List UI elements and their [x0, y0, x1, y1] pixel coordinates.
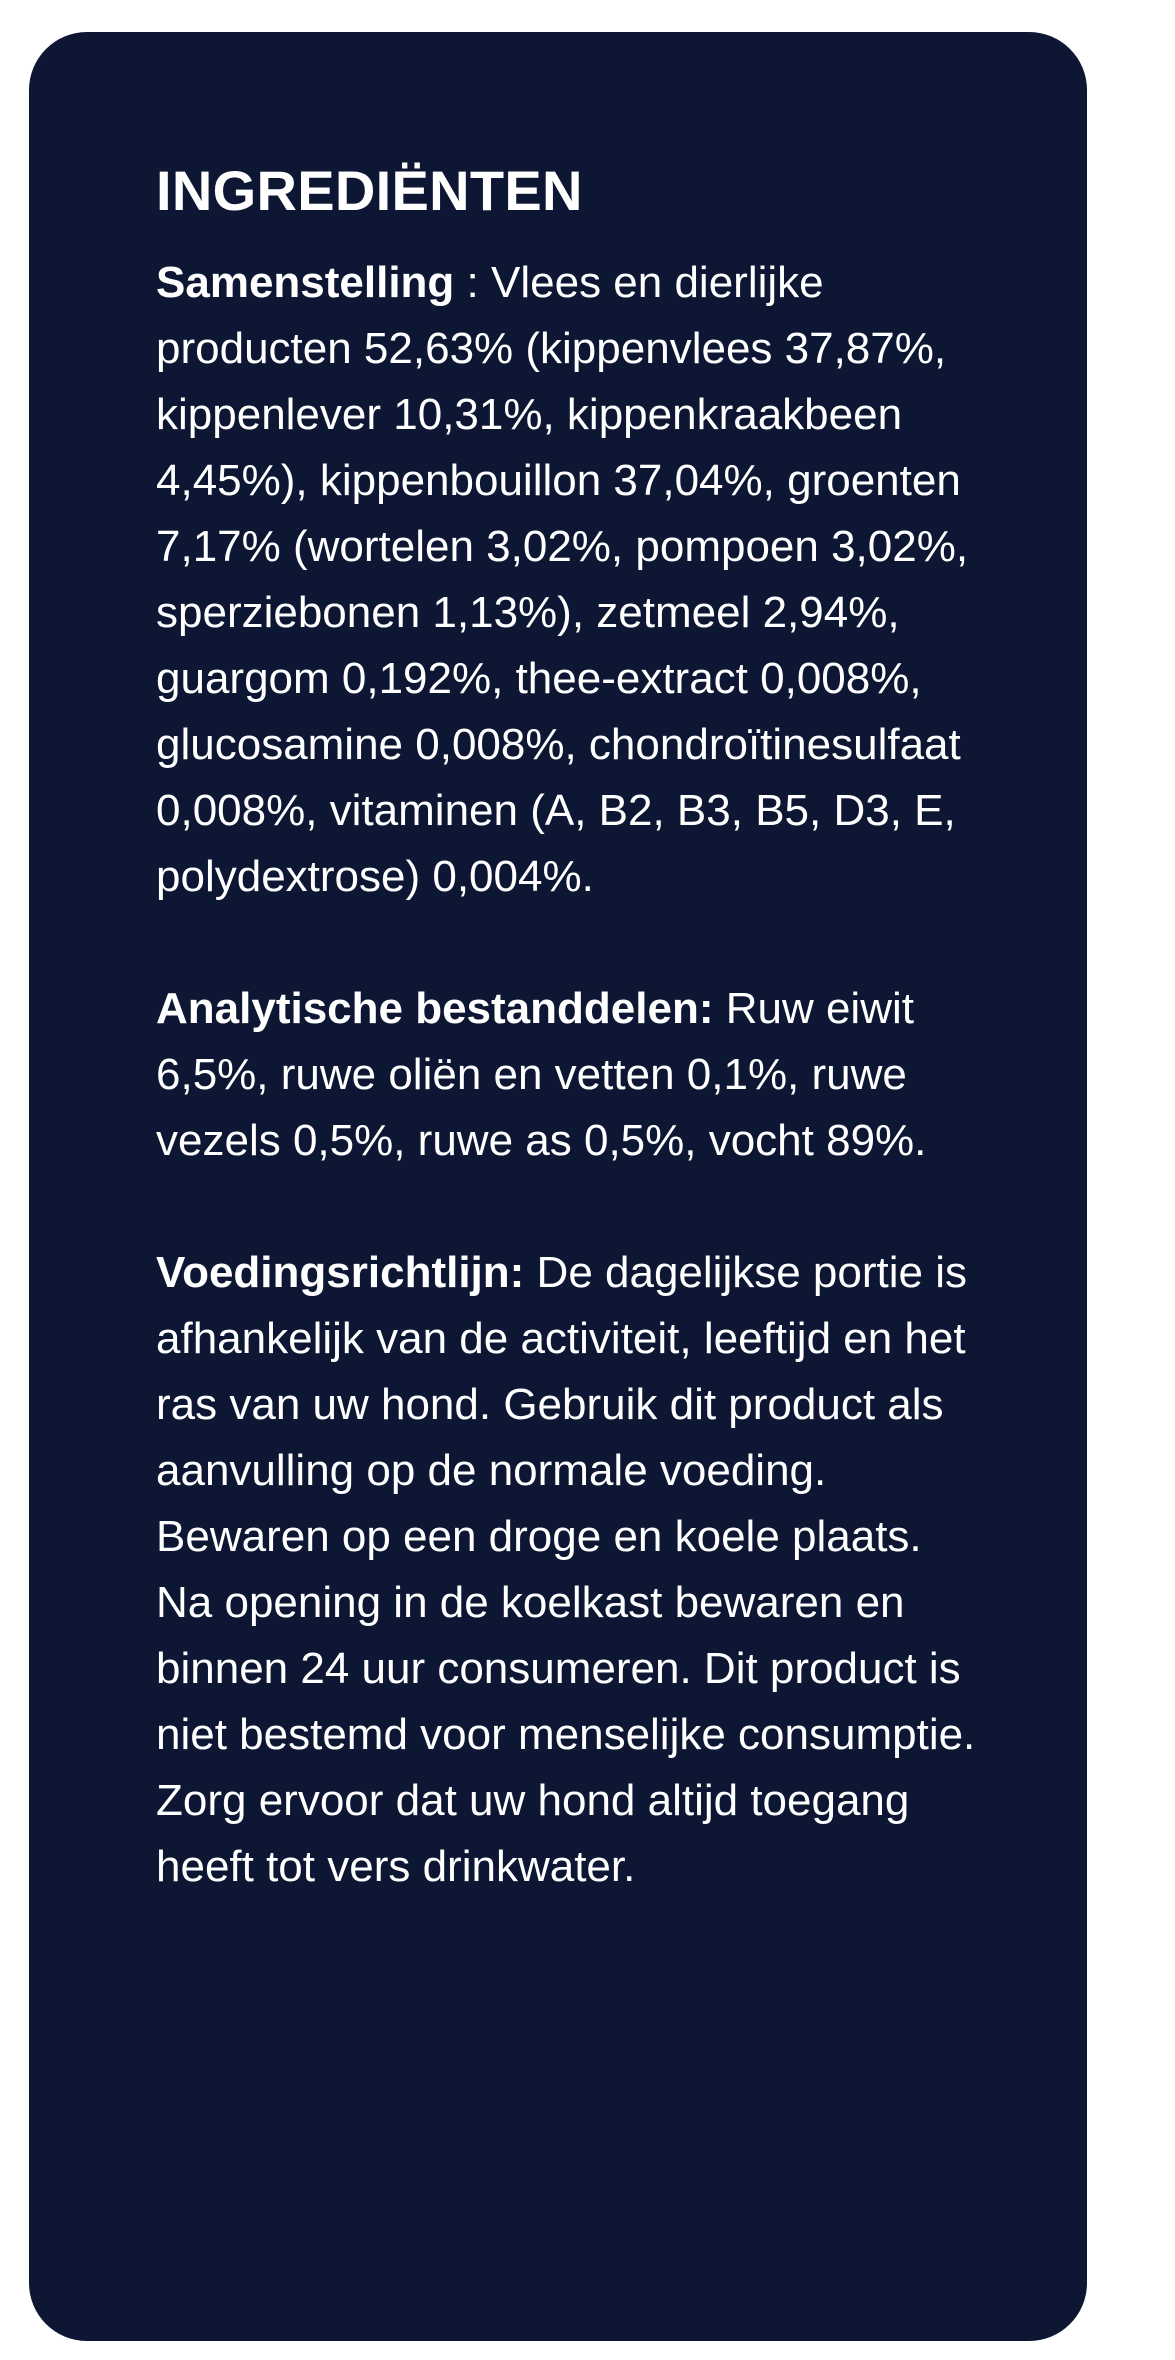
composition-paragraph: [156, 250, 976, 910]
analytical-constituents-text: Ruw eiwit 6,5%, ruwe oliën en vetten 0,1%, ruwe vezels 0,5%, ruwe as 0,5%, vocht 89%.: [156, 984, 927, 1165]
section-title: INGREDIËNTEN: [156, 159, 583, 222]
composition-text: Vlees en dierlijke producten 52,63% (kippenvlees 37,87%, kippenlever 10,31%, kippenkraakbeen 4,45%), kippenbouillon 37,04%, groenten 7,17% (wortelen 3,02%, pompoen 3,02%, sperziebonen 1,13%), zetmeel 2,94%, guargom 0,192%, thee-extract 0,008%, glucosamine 0,008%, chondroïtinesulfaat 0,008%, vitaminen (A, B2, B3, B5, D3, E, polydextrose) 0,004%.: [156, 258, 969, 901]
analytical-constituents-separator: [713, 984, 725, 1033]
feeding-guideline-label: Voedingsrichtlijn:: [156, 1248, 525, 1297]
analytical-constituents-label: Analytische bestanddelen:: [156, 984, 714, 1033]
composition-label: Samenstelling: [156, 258, 455, 307]
composition-separator: :: [454, 258, 491, 307]
analytical-constituents-paragraph: [156, 976, 976, 1174]
feeding-guideline-text: De dagelijkse portie is afhankelijk van de activiteit, leeftijd en het ras van uw hond. Gebruik dit product als aanvulling op de normale voeding. Bewaren op een droge en koele plaats. Na opening in de koelkast bewaren en binnen 24 uur consumeren. Dit product is niet bestemd voor menselijke consumptie. Zorg ervoor dat uw hond altijd toegang heeft tot vers drinkwater.: [156, 1248, 976, 1891]
ingredients-card: [29, 32, 1087, 2341]
feeding-guideline-separator: [524, 1248, 536, 1297]
feeding-guideline-paragraph: [156, 1240, 976, 1900]
